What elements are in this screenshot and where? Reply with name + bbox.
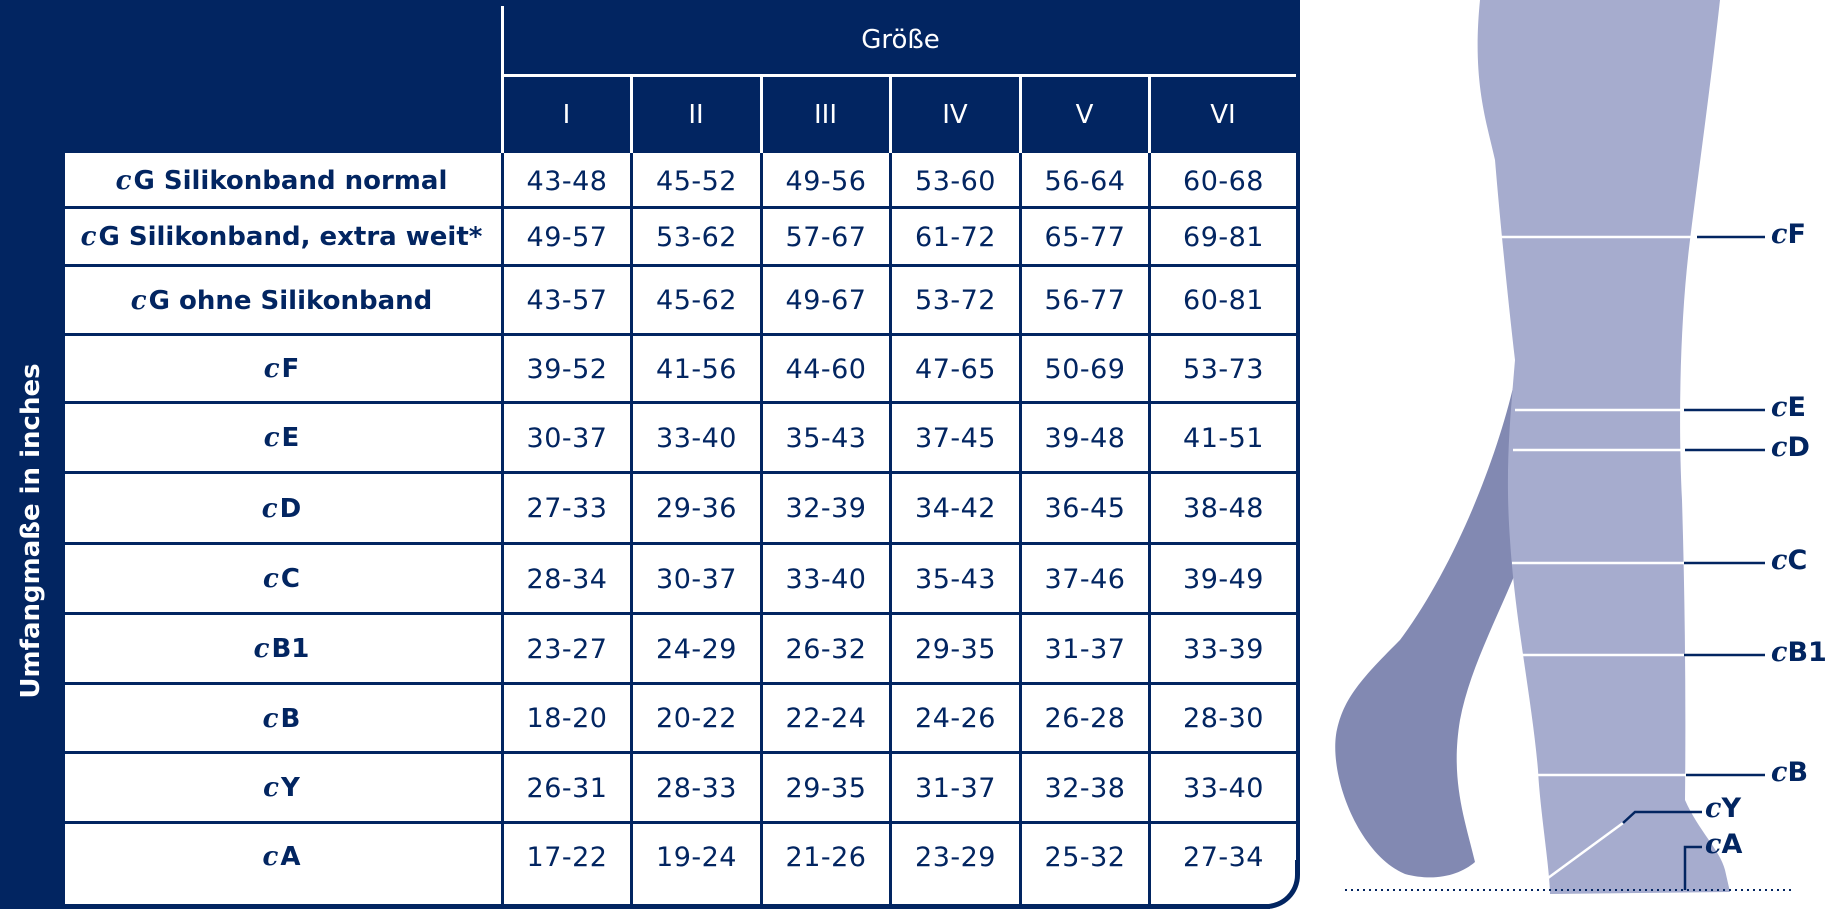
- table-cell: 45-62: [656, 285, 737, 316]
- table-cell: 49-57: [526, 221, 608, 253]
- side-label: [0, 153, 62, 909]
- leg-diagram: [1300, 0, 1827, 909]
- row-label-prefix: c: [130, 285, 147, 316]
- table-cell: 37-45: [915, 422, 996, 454]
- table-cell: 32-38: [1044, 772, 1126, 804]
- header-column-divider: [1019, 77, 1022, 153]
- row-label-text: B1: [271, 634, 310, 664]
- row-label: [62, 267, 501, 334]
- leg-label-text: E: [1787, 392, 1806, 423]
- table-cell: 21-26: [785, 841, 867, 873]
- table-cell: 43-48: [526, 165, 608, 197]
- leg-label-5: [1771, 637, 1827, 668]
- table-cell: 25-32: [1044, 841, 1126, 873]
- table-cell: 23-29: [915, 841, 996, 873]
- header-column-divider: [630, 77, 633, 153]
- table-cell: 18-20: [526, 703, 608, 734]
- leg-label-prefix: c: [1771, 757, 1788, 788]
- table-cell: 69-81: [1183, 221, 1264, 253]
- leg-label-text: D: [1787, 432, 1810, 463]
- row-label-text: D: [279, 493, 302, 524]
- table-cell: 27-34: [1183, 841, 1264, 873]
- row-label-text: Y: [281, 773, 300, 803]
- size-header-1: I: [562, 100, 571, 130]
- table-cell: 27-33: [526, 493, 608, 524]
- table-cell: 23-27: [526, 633, 608, 665]
- leg-label-prefix: c: [1771, 637, 1788, 668]
- size-header-6: VI: [1210, 100, 1236, 130]
- row-label-text: G Silikonband normal: [133, 166, 448, 196]
- row-label-text: C: [280, 564, 300, 594]
- table-cell: 28-30: [1183, 703, 1264, 734]
- row-label: [62, 155, 501, 207]
- row-label-prefix: c: [263, 354, 280, 384]
- leg-label-text: A: [1721, 829, 1743, 860]
- table-cell: 39-49: [1183, 563, 1264, 595]
- row-label: [62, 209, 501, 265]
- table-cell: 45-52: [656, 165, 737, 197]
- size-header-4: IV: [942, 100, 968, 130]
- table-cell: 38-48: [1183, 493, 1264, 524]
- leg-label-4: [1771, 545, 1807, 576]
- row-label-prefix: c: [262, 703, 279, 734]
- table-cell: 39-48: [1044, 422, 1126, 454]
- leg-label-8: [1705, 829, 1742, 860]
- row-label-prefix: c: [80, 222, 97, 252]
- header-column-divider: [1148, 77, 1151, 153]
- leg-label-prefix: c: [1771, 432, 1788, 463]
- leg-label-text: B1: [1787, 637, 1827, 668]
- leg-label-text: B: [1787, 757, 1809, 788]
- row-label-text: F: [281, 354, 300, 384]
- table-cell: 56-77: [1044, 285, 1126, 316]
- row-label: [62, 545, 501, 613]
- table-cell: 24-29: [656, 633, 737, 665]
- row-label-prefix: c: [262, 842, 279, 872]
- table-cell: 37-46: [1044, 563, 1126, 595]
- leg-label-prefix: c: [1771, 392, 1788, 423]
- table-cell: 44-60: [785, 353, 867, 385]
- table-cell: 22-24: [785, 703, 867, 734]
- size-group-heading: Größe: [861, 25, 940, 55]
- leg-label-3: [1771, 432, 1810, 463]
- row-label: [62, 615, 501, 683]
- table-cell: 26-28: [1044, 703, 1126, 734]
- size-header-5: V: [1075, 100, 1094, 130]
- row-label: [62, 474, 501, 543]
- leg-label-prefix: c: [1705, 829, 1722, 860]
- leg-label-prefix: c: [1705, 793, 1722, 824]
- row-label: [62, 336, 501, 402]
- row-label-prefix: c: [263, 773, 279, 803]
- table-cell: 35-43: [915, 563, 996, 595]
- table-cell: 32-39: [785, 493, 867, 524]
- row-label-text: A: [280, 842, 301, 872]
- table-cell: 31-37: [1044, 633, 1126, 665]
- leg-label-6: [1771, 757, 1808, 788]
- front-leg-shape: [1478, 0, 1730, 894]
- table-cell: 33-40: [1183, 772, 1264, 804]
- table-cell: 47-65: [915, 353, 996, 385]
- row-label: [62, 404, 501, 472]
- side-label-text: Umfangmaße in inches: [16, 363, 46, 699]
- table-bottom-border: [0, 904, 1270, 909]
- header-column-divider: [889, 77, 892, 153]
- table-cell: 30-37: [526, 422, 608, 454]
- row-label-text: G Silikonband, extra weit*: [98, 222, 483, 252]
- table-cell: 60-68: [1183, 165, 1264, 197]
- table-cell: 53-72: [915, 285, 996, 316]
- row-label-prefix: c: [263, 564, 279, 594]
- row-label-prefix: c: [261, 493, 278, 524]
- leg-label-text: F: [1787, 219, 1806, 250]
- leg-label-prefix: c: [1771, 219, 1788, 250]
- table-cell: 30-37: [656, 563, 737, 595]
- table-cell: 17-22: [526, 841, 608, 873]
- table-cell: 26-32: [785, 633, 867, 665]
- table-cell: 41-56: [656, 353, 737, 385]
- table-cell: 57-67: [785, 221, 867, 253]
- row-label: [62, 685, 501, 752]
- size-header-2: II: [688, 100, 704, 130]
- table-cell: 43-57: [526, 285, 608, 316]
- table-cell: 20-22: [656, 703, 737, 734]
- row-label: [62, 754, 501, 822]
- table-cell: 33-39: [1183, 633, 1264, 665]
- leg-label-text: C: [1787, 545, 1808, 576]
- table-cell: 24-26: [915, 703, 996, 734]
- leg-label-2: [1771, 392, 1806, 423]
- row-label-text: G ohne Silikonband: [148, 285, 433, 316]
- table-cell: 31-37: [915, 772, 996, 804]
- table-cell: 29-35: [915, 633, 996, 665]
- size-header-3: III: [813, 100, 837, 130]
- header-column-divider: [760, 77, 763, 153]
- table-cell: 29-36: [656, 493, 737, 524]
- row-label: [62, 824, 501, 890]
- table-cell: 35-43: [785, 422, 867, 454]
- leg-illustration: [1300, 0, 1810, 909]
- table-cell: 53-73: [1183, 353, 1264, 385]
- table-cell: 56-64: [1044, 165, 1126, 197]
- table-cell: 28-33: [656, 772, 737, 804]
- table-cell: 19-24: [656, 841, 737, 873]
- header-divider: [503, 74, 1296, 77]
- table-cell: 50-69: [1044, 353, 1126, 385]
- table-cell: 53-60: [915, 165, 996, 197]
- table-cell: 41-51: [1183, 422, 1264, 454]
- table-cell: 49-56: [785, 165, 867, 197]
- row-label-text: B: [280, 703, 301, 734]
- leg-label-7: [1705, 793, 1741, 824]
- table-cell: 36-45: [1044, 493, 1126, 524]
- row-label-prefix: c: [263, 423, 280, 453]
- row-label-prefix: c: [253, 634, 270, 664]
- table-cell: 39-52: [526, 353, 608, 385]
- table-cell: 53-62: [656, 221, 737, 253]
- table-cell: 65-77: [1044, 221, 1126, 253]
- row-label-text: E: [281, 423, 300, 453]
- table-cell: 28-34: [526, 563, 608, 595]
- table-cell: 61-72: [915, 221, 996, 253]
- leg-label-1: [1771, 219, 1806, 250]
- leg-label-text: Y: [1721, 793, 1742, 824]
- table-cell: 33-40: [785, 563, 867, 595]
- table-cell: 60-81: [1183, 285, 1264, 316]
- table-cell: 26-31: [526, 772, 608, 804]
- table-cell: 34-42: [915, 493, 996, 524]
- table-cell: 29-35: [785, 772, 867, 804]
- leg-label-prefix: c: [1771, 545, 1788, 576]
- table-cell: 33-40: [656, 422, 737, 454]
- row-label-prefix: c: [115, 166, 132, 196]
- table-cell: 49-67: [785, 285, 867, 316]
